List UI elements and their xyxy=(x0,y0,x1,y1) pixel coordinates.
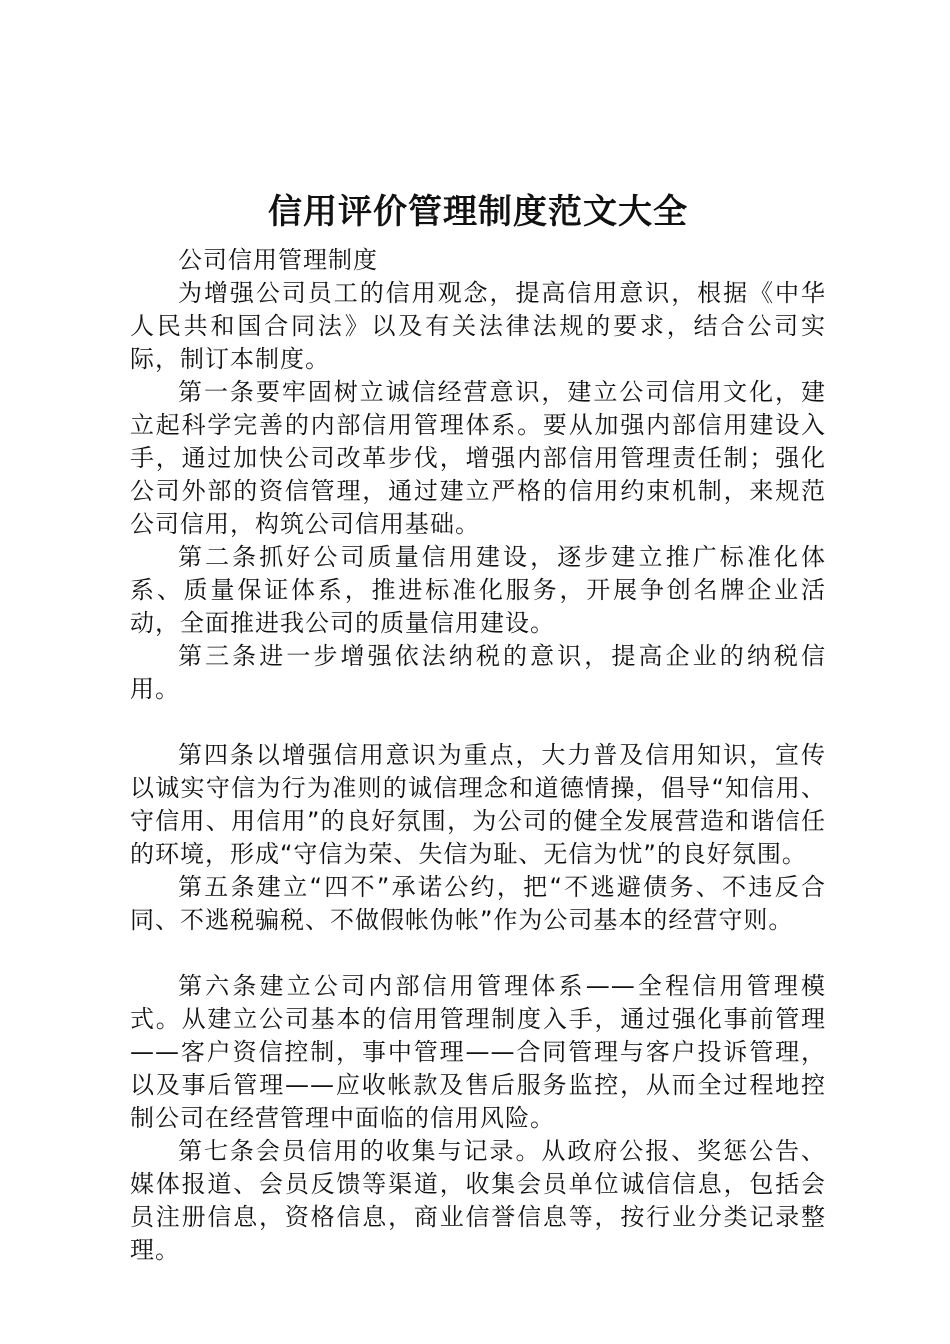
article-3-paragraph: 第三条进一步增强依法纳税的意识，提高企业的纳税信用。 xyxy=(130,642,826,703)
article-2-paragraph: 第二条抓好公司质量信用建设，逐步建立推广标准化体系、质量保证体系，推进标准化服务，开展争创名牌企业活动，全面推进我公司的质量信用建设。 xyxy=(130,543,826,637)
article-7-paragraph: 第七条会员信用的收集与记录。从政府公报、奖惩公告、媒体报道、会员反馈等渠道，收集会员单位诚信信息，包括会员注册信息，资格信息，商业信誉信息等，按行业分类记录整理。 xyxy=(130,1137,826,1264)
article-1-paragraph: 第一条要牢固树立诚信经营意识，建立公司信用文化，建立起科学完善的内部信用管理体系。要从加强内部信用建设入手，通过加快公司改革步伐，增强内部信用管理责任制；强化公司外部的资信管理，通过建立严格的信用约束机制，来规范公司信用，构筑公司信用基础。 xyxy=(130,378,826,538)
article-4-paragraph: 第四条以增强信用意识为重点，大力普及信用知识，宣传以诚实守信为行为准则的诚信理念和道德情操，倡导“知信用、守信用、用信用”的良好氛围，为公司的健全发展营造和谐信任的环境，形成“守信为荣、失信为耻、无信为忧”的良好氛围。 xyxy=(130,741,826,868)
article-5-paragraph: 第五条建立“四不”承诺公约，把“不逃避债务、不违反合同、不逃税骗税、不做假帐伪帐”作为公司基本的经营守则。 xyxy=(130,873,826,934)
preamble-paragraph: 为增强公司员工的信用观念，提高信用意识，根据《中华人民共和国合同法》以及有关法律法规的要求，结合公司实际，制订本制度。 xyxy=(130,279,826,373)
document-title: 信用评价管理制度范文大全 xyxy=(268,192,688,232)
article-6-paragraph: 第六条建立公司内部信用管理体系——全程信用管理模式。从建立公司基本的信用管理制度入手，通过强化事前管理——客户资信控制，事中管理——合同管理与客户投诉管理，以及事后管理——应收帐款及售后服务监控，从而全过程地控制公司在经营管理中面临的信用风险。 xyxy=(130,972,826,1132)
document-page xyxy=(130,190,826,1267)
section-heading: 公司信用管理制度 xyxy=(178,246,378,274)
